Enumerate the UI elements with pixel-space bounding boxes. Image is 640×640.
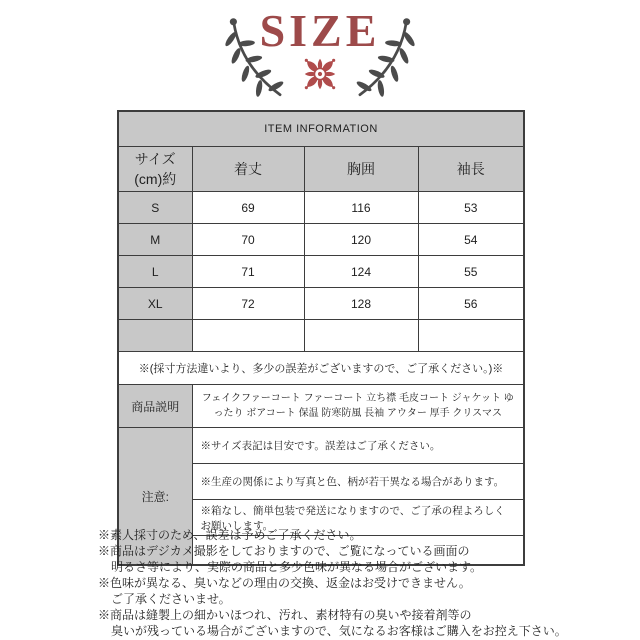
size-label: XL xyxy=(118,288,192,320)
empty-cell xyxy=(192,320,304,352)
description-row xyxy=(118,385,524,428)
footer-notes xyxy=(98,527,578,639)
chest-value: 128 xyxy=(304,288,418,320)
item-information-table xyxy=(117,110,525,566)
measure-note-row xyxy=(118,352,524,385)
footer-note-line: ※商品はデジカメ撮影をしておりますので、ご覧になっている画面の xyxy=(98,544,470,558)
footer-note-line: 明るさ等により、実際の商品と多少色味が異なる場合がございます。 xyxy=(111,560,483,574)
footer-note-line: 臭いが残っている場合がございますので、気になるお客様はご購入をお控え下さい。 xyxy=(111,624,567,638)
length-value: 72 xyxy=(192,288,304,320)
sleeve-value: 56 xyxy=(418,288,524,320)
table-row-m xyxy=(118,224,524,256)
empty-cell xyxy=(304,320,418,352)
size-label: M xyxy=(118,224,192,256)
empty-cell xyxy=(418,320,524,352)
chest-value: 124 xyxy=(304,256,418,288)
chest-value: 120 xyxy=(304,224,418,256)
description-label: 商品説明 xyxy=(118,385,192,428)
size-label: L xyxy=(118,256,192,288)
header-ornament xyxy=(0,0,640,108)
table-row-l xyxy=(118,256,524,288)
col-header-length: 着丈 xyxy=(192,147,304,192)
table-title: ITEM INFORMATION xyxy=(118,111,524,147)
footer-note-line: ご了承くださいませ。 xyxy=(111,592,231,606)
column-header-row xyxy=(118,147,524,192)
laurel-branch-right-icon xyxy=(350,16,416,100)
caution-text-3: ※箱なし、簡単包装で発送になりますので、ご了承の程よろしくお願いします。 xyxy=(192,500,524,536)
length-value: 70 xyxy=(192,224,304,256)
length-value: 69 xyxy=(192,192,304,224)
table-row-xl xyxy=(118,288,524,320)
footer-note-line: ※色味が異なる、臭いなどの理由の交換、返金はお受けできません。 xyxy=(98,576,471,590)
empty-size-cell xyxy=(118,320,192,352)
caution-text-1: ※サイズ表記は目安です。誤差はご了承ください。 xyxy=(192,428,524,464)
caution-row-1 xyxy=(118,428,524,464)
col-header-chest: 胸囲 xyxy=(304,147,418,192)
empty-row xyxy=(118,320,524,352)
table-row-s xyxy=(118,192,524,224)
col-header-sleeve: 袖長 xyxy=(418,147,524,192)
sleeve-value: 55 xyxy=(418,256,524,288)
length-value: 71 xyxy=(192,256,304,288)
measure-note: ※(採寸方法違いより、多少の誤差がございますので、ご了承ください。)※ xyxy=(118,352,524,385)
footer-note-line: ※素人採寸のため、誤差は予めご了承ください。 xyxy=(98,528,362,542)
footer-note-line: ※商品は縫製上の細かいほつれ、汚れ、素材特有の臭いや接着剤等の xyxy=(98,608,472,622)
table-title-row xyxy=(118,111,524,147)
caution-label: 注意: xyxy=(118,428,192,566)
page-title: SIZE xyxy=(259,5,381,56)
caution-text-2: ※生産の関係により写真と色、柄が若干異なる場合があります。 xyxy=(192,464,524,500)
sleeve-value: 53 xyxy=(418,192,524,224)
description-text: フェイクファーコート ファーコート 立ち襟 毛皮コート ジャケット ゆったり ボアコート 保温 防寒防風 長袖 アウター 厚手 クリスマス xyxy=(192,385,524,428)
size-label: S xyxy=(118,192,192,224)
chest-value: 116 xyxy=(304,192,418,224)
flower-ornament-icon xyxy=(299,53,341,95)
sleeve-value: 54 xyxy=(418,224,524,256)
col-header-size: サイズ(cm)約 xyxy=(118,147,192,192)
